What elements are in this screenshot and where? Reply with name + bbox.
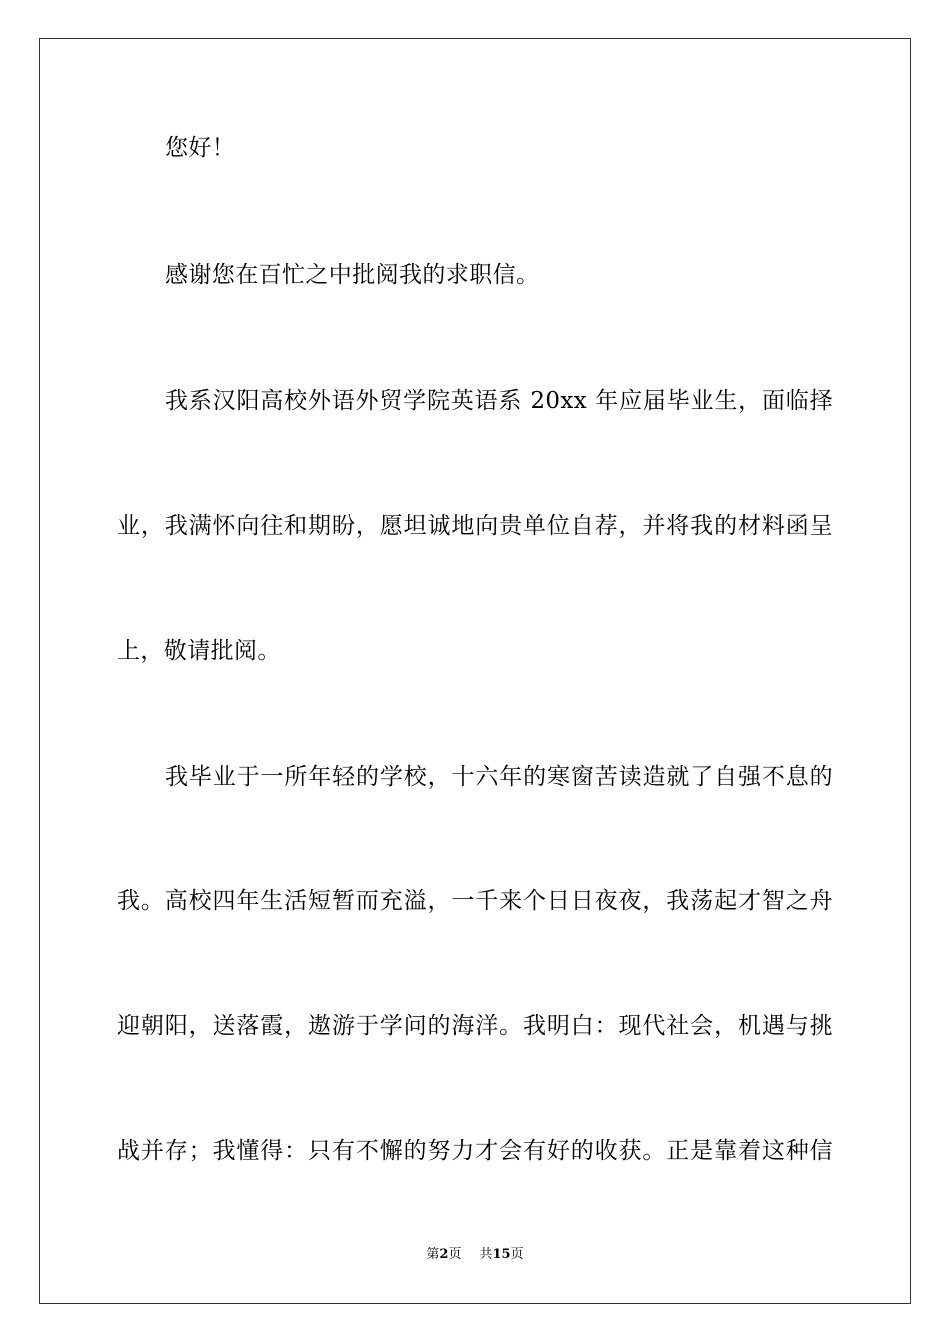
footer-page-suffix: 页 (448, 1247, 462, 1262)
footer-total-pages: 15 (492, 1247, 511, 1262)
page-frame (39, 38, 911, 1304)
paragraph-line: 感谢您在百忙之中批阅我的求职信。 (165, 262, 540, 288)
paragraph-line: 业，我满怀向往和期盼，愿坦诚地向贵单位自荐，并将我的材料函呈 (117, 513, 833, 539)
paragraph-line: 迎朝阳，送落霞，遨游于学问的海洋。我明白：现代社会，机遇与挑 (117, 1013, 833, 1039)
footer-total-prefix: 共 (479, 1247, 493, 1262)
paragraph-line: 我。高校四年生活短暂而充溢，一千来个日日夜夜，我荡起才智之舟 (117, 888, 833, 914)
greeting-line: 您好！ (165, 135, 236, 161)
page-footer (0, 1246, 950, 1264)
paragraph-line: 上，敬请批阅。 (117, 638, 281, 664)
footer-page-prefix: 第 (426, 1247, 440, 1262)
footer-total-suffix: 页 (510, 1247, 524, 1262)
footer-page-number: 2 (439, 1247, 449, 1262)
paragraph-line: 我毕业于一所年轻的学校，十六年的寒窗苦读造就了自强不息的 (165, 764, 833, 790)
paragraph-line: 我系汉阳高校外语外贸学院英语系 20xx 年应届毕业生，面临择 (165, 388, 833, 414)
paragraph-line: 战并存；我懂得：只有不懈的努力才会有好的收获。正是靠着这种信 (117, 1138, 833, 1164)
